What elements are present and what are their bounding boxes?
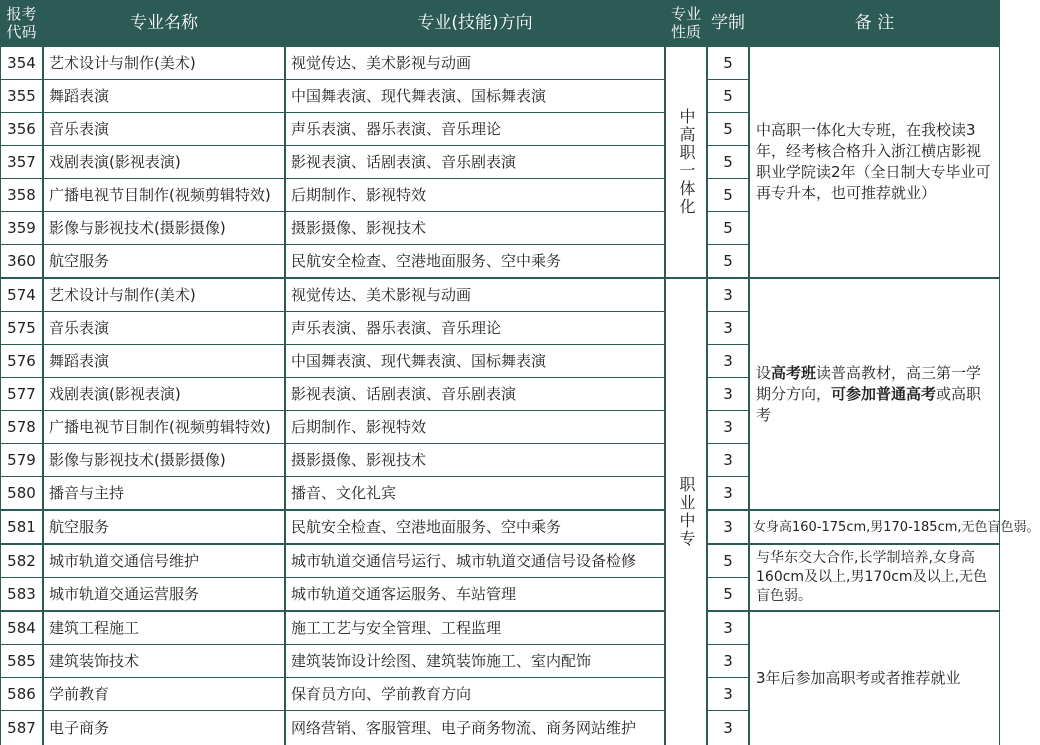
row-587-duration: 3 — [708, 711, 748, 745]
row-354-code: 354 — [1, 47, 42, 79]
row-575-code: 575 — [1, 312, 42, 344]
remark-gaokao-after: 或高职考 — [756, 384, 982, 424]
nature-integrated: 中高职一体化 — [666, 47, 706, 277]
remark-general: 3年后参加高职考或者推荐就业 — [750, 612, 999, 745]
row-358-code: 358 — [1, 179, 42, 211]
row-587-code: 587 — [1, 711, 42, 745]
row-356-name: 音乐表演 — [44, 113, 284, 145]
row-581-name: 航空服务 — [44, 511, 284, 543]
row-584-duration: 3 — [708, 612, 748, 644]
row-584-code: 584 — [1, 612, 42, 644]
row-360-duration: 5 — [708, 245, 748, 277]
header-code: 报考代码 — [6, 5, 37, 41]
row-580-code: 580 — [1, 477, 42, 509]
header-nature: 专业性质 — [670, 5, 701, 41]
row-358-direction: 后期制作、影视特效 — [286, 179, 664, 211]
row-586-code: 586 — [1, 678, 42, 710]
row-580-duration: 3 — [708, 477, 748, 509]
row-586-name: 学前教育 — [44, 678, 284, 710]
row-586-duration: 3 — [708, 678, 748, 710]
row-574-code: 574 — [1, 279, 42, 311]
remark-aviation: 女身高160-175cm,男170-185cm,无色盲色弱。 — [750, 511, 999, 543]
row-585-direction: 建筑装饰设计绘图、建筑装饰施工、室内配饰 — [286, 645, 664, 677]
row-581-code: 581 — [1, 511, 42, 543]
row-579-direction: 摄影摄像、影视技术 — [286, 444, 664, 476]
row-358-name: 广播电视节目制作(视频剪辑特效) — [44, 179, 284, 211]
remark-gaokao-bold2: 可参加普通高考 — [831, 384, 937, 403]
remark-gaokao-before: 设 — [756, 363, 772, 382]
row-582-direction: 城市轨道交通信号运行、城市轨道交通信号设备检修 — [286, 545, 664, 577]
row-578-duration: 3 — [708, 411, 748, 443]
row-581-direction: 民航安全检查、空港地面服务、空中乘务 — [286, 511, 664, 543]
row-578-direction: 后期制作、影视特效 — [286, 411, 664, 443]
row-359-code: 359 — [1, 212, 42, 244]
remark-integrated: 中高职一体化大专班，在我校读3年，经考核合格升入浙江横店影视职业学院读2年（全日制大专毕业可再专升本，也可推荐就业） — [750, 47, 999, 277]
row-585-code: 585 — [1, 645, 42, 677]
row-586-direction: 保育员方向、学前教育方向 — [286, 678, 664, 710]
row-359-direction: 摄影摄像、影视技术 — [286, 212, 664, 244]
row-587-direction: 网络营销、客服管理、电子商务物流、商务网站维护 — [286, 711, 664, 745]
row-360-code: 360 — [1, 245, 42, 277]
header-direction: 专业(技能)方向 — [417, 13, 533, 33]
row-356-code: 356 — [1, 113, 42, 145]
row-582-name: 城市轨道交通信号维护 — [44, 545, 284, 577]
row-356-direction: 声乐表演、器乐表演、音乐理论 — [286, 113, 664, 145]
row-359-duration: 5 — [708, 212, 748, 244]
row-582-code: 582 — [1, 545, 42, 577]
row-585-duration: 3 — [708, 645, 748, 677]
row-355-duration: 5 — [708, 80, 748, 112]
row-577-direction: 影视表演、话剧表演、音乐剧表演 — [286, 378, 664, 410]
row-360-direction: 民航安全检查、空港地面服务、空中乘务 — [286, 245, 664, 277]
nature-vocational: 职业中专 — [666, 279, 706, 745]
row-576-direction: 中国舞表演、现代舞表演、国标舞表演 — [286, 345, 664, 377]
header-duration: 学制 — [711, 13, 745, 33]
row-575-name: 音乐表演 — [44, 312, 284, 344]
row-574-direction: 视觉传达、美术影视与动画 — [286, 279, 664, 311]
row-576-name: 舞蹈表演 — [44, 345, 284, 377]
row-577-name: 戏剧表演(影视表演) — [44, 378, 284, 410]
row-576-code: 576 — [1, 345, 42, 377]
row-584-direction: 施工工艺与安全管理、工程监理 — [286, 612, 664, 644]
row-575-duration: 3 — [708, 312, 748, 344]
row-580-direction: 播音、文化礼宾 — [286, 477, 664, 509]
remark-gaokao-middle: 读普高教材，高三第一学期分方向， — [756, 363, 982, 403]
row-359-name: 影像与影视技术(摄影摄像) — [44, 212, 284, 244]
row-579-name: 影像与影视技术(摄影摄像) — [44, 444, 284, 476]
row-578-code: 578 — [1, 411, 42, 443]
row-574-name: 艺术设计与制作(美术) — [44, 279, 284, 311]
row-583-code: 583 — [1, 578, 42, 610]
row-356-duration: 5 — [708, 113, 748, 145]
row-358-duration: 5 — [708, 179, 748, 211]
row-583-direction: 城市轨道交通客运服务、车站管理 — [286, 578, 664, 610]
row-583-duration: 5 — [708, 578, 748, 610]
row-354-duration: 5 — [708, 47, 748, 79]
remark-rail: 与华东交大合作,长学制培养,女身高160cm及以上,男170cm及以上,无色盲色弱。 — [750, 545, 999, 610]
row-576-duration: 3 — [708, 345, 748, 377]
row-580-name: 播音与主持 — [44, 477, 284, 509]
row-579-code: 579 — [1, 444, 42, 476]
row-584-name: 建筑工程施工 — [44, 612, 284, 644]
row-578-name: 广播电视节目制作(视频剪辑特效) — [44, 411, 284, 443]
row-357-code: 357 — [1, 146, 42, 178]
row-577-duration: 3 — [708, 378, 748, 410]
row-587-name: 电子商务 — [44, 711, 284, 745]
row-354-name: 艺术设计与制作(美术) — [44, 47, 284, 79]
row-355-code: 355 — [1, 80, 42, 112]
row-357-duration: 5 — [708, 146, 748, 178]
remark-gaokao-bold1: 高考班 — [771, 363, 817, 382]
row-579-duration: 3 — [708, 444, 748, 476]
row-583-name: 城市轨道交通运营服务 — [44, 578, 284, 610]
row-574-duration: 3 — [708, 279, 748, 311]
row-355-direction: 中国舞表演、现代舞表演、国标舞表演 — [286, 80, 664, 112]
row-585-name: 建筑装饰技术 — [44, 645, 284, 677]
row-581-duration: 3 — [708, 511, 748, 543]
header-remarks: 备 注 — [854, 13, 895, 33]
row-357-direction: 影视表演、话剧表演、音乐剧表演 — [286, 146, 664, 178]
header-name: 专业名称 — [130, 13, 198, 33]
row-357-name: 戏剧表演(影视表演) — [44, 146, 284, 178]
row-360-name: 航空服务 — [44, 245, 284, 277]
row-355-name: 舞蹈表演 — [44, 80, 284, 112]
remark-gaokao — [750, 279, 999, 509]
row-582-duration: 5 — [708, 545, 748, 577]
row-575-direction: 声乐表演、器乐表演、音乐理论 — [286, 312, 664, 344]
row-354-direction: 视觉传达、美术影视与动画 — [286, 47, 664, 79]
row-577-code: 577 — [1, 378, 42, 410]
